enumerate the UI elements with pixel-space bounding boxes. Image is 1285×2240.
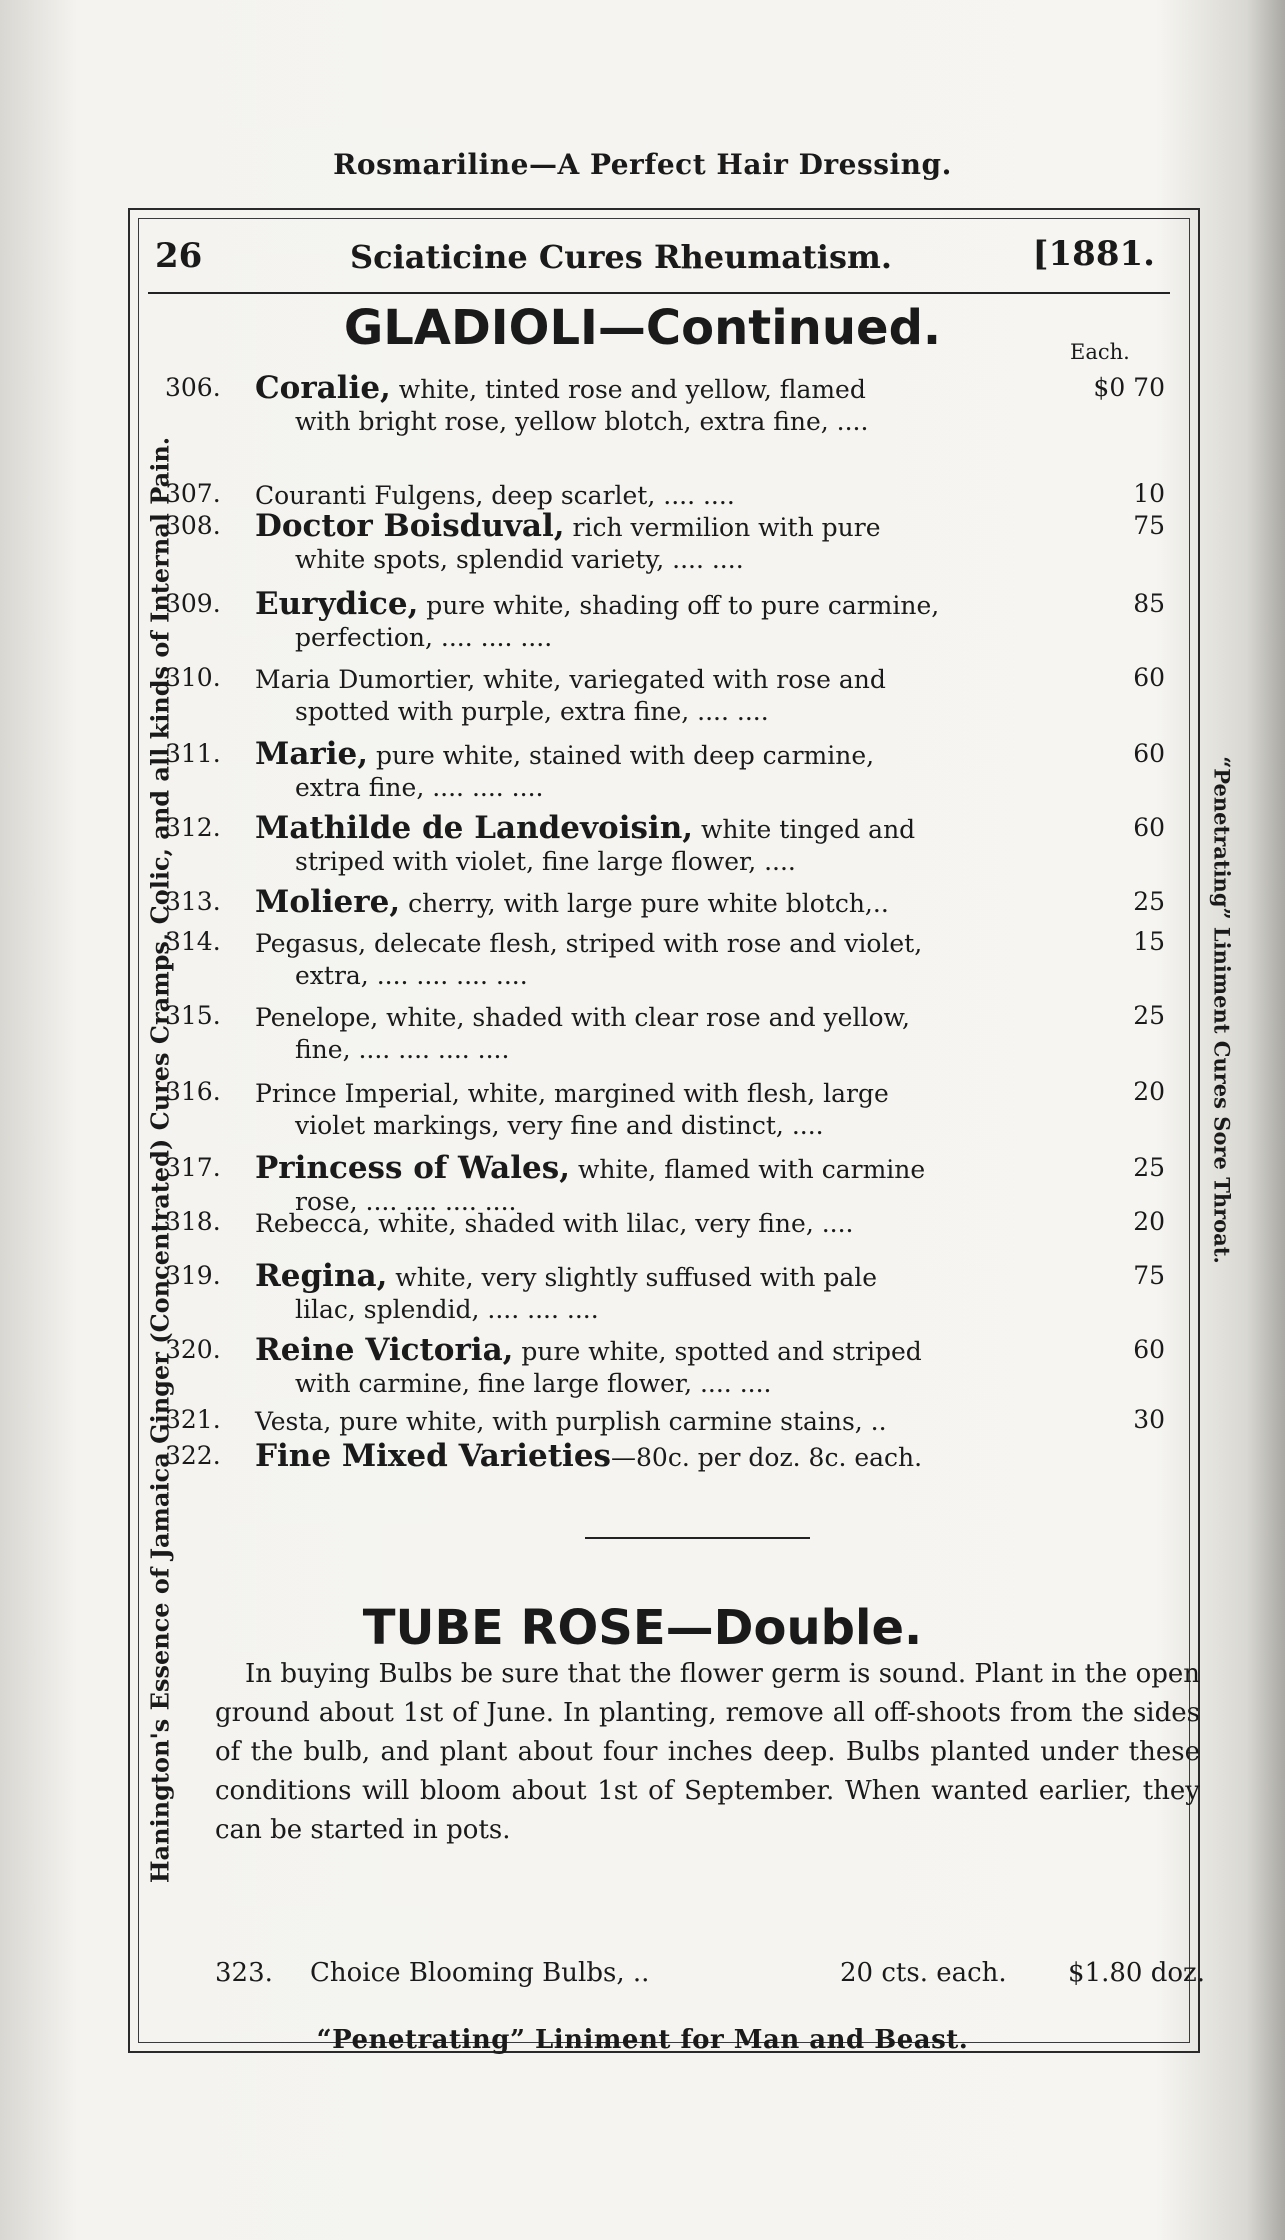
item-detail: white, tinted rose and yellow, flamed — [390, 375, 866, 404]
item-price: 75 — [1133, 511, 1165, 540]
item-number: 319. — [165, 1261, 221, 1290]
item-number: 306. — [165, 373, 221, 402]
offer-price-doz: $1.80 doz. — [1068, 1958, 1205, 1988]
item-number: 320. — [165, 1335, 221, 1364]
item-detail-continued: violet markings, very fine and distinct, .... — [295, 1111, 824, 1140]
item-number: 312. — [165, 813, 221, 842]
item-price: 60 — [1133, 813, 1165, 842]
item-description — [255, 510, 1045, 576]
item-detail: rich vermilion with pure — [564, 513, 881, 542]
item-detail-continued: with carmine, fine large flower, .... .... — [295, 1369, 772, 1398]
item-number: 316. — [165, 1077, 221, 1106]
item-name: Doctor Boisduval, — [255, 508, 565, 544]
item-description — [255, 588, 1045, 654]
tuberose-paragraph: In buying Bulbs be sure that the flower germ is sound. Plant in the open ground about 1st of June. In planting, remove all off-shoots from the sides of the bulb, and plant about four inches deep. Bulbs planted under these conditions will bloom about 1st of September. When wanted earlier, they can be started in pots. — [215, 1659, 1200, 1845]
item-name: Fine Mixed Varieties — [255, 1438, 612, 1474]
item-detail: Pegasus, delecate flesh, striped with rose and violet, — [255, 929, 923, 958]
item-description — [255, 926, 1045, 992]
item-price: 60 — [1133, 663, 1165, 692]
offer-number: 323. — [215, 1958, 273, 1988]
item-description — [255, 1260, 1045, 1326]
item-number: 307. — [165, 479, 221, 508]
offer-price-each: 20 cts. each. — [840, 1958, 1007, 1988]
item-description — [255, 886, 1045, 920]
page-number: 26 — [155, 236, 203, 276]
item-detail-continued: fine, .... .... .... .... — [295, 1035, 510, 1064]
item-description — [255, 1334, 1045, 1400]
item-price: 25 — [1133, 1001, 1165, 1030]
item-description — [255, 1404, 1045, 1438]
item-name: Eurydice, — [255, 586, 419, 622]
item-number: 322. — [165, 1441, 221, 1470]
item-detail: Couranti Fulgens, deep scarlet, .... .... — [255, 481, 735, 510]
item-detail-continued: rose, .... .... .... .... — [295, 1187, 517, 1216]
item-detail: white, flamed with carmine — [570, 1155, 926, 1184]
item-detail: pure white, shading off to pure carmine, — [418, 591, 940, 620]
item-description — [255, 1440, 1045, 1474]
item-number: 310. — [165, 663, 221, 692]
item-name: Princess of Wales, — [255, 1150, 571, 1186]
item-detail-continued: extra fine, .... .... .... — [295, 773, 544, 802]
item-name: Reine Victoria, — [255, 1332, 514, 1368]
page-header — [155, 232, 1155, 282]
offer-label: Choice Blooming Bulbs, .. — [310, 1958, 650, 1988]
header-title: Sciaticine Cures Rheumatism. — [350, 238, 892, 276]
item-description — [255, 1000, 1045, 1066]
item-price: 25 — [1133, 887, 1165, 916]
item-number: 314. — [165, 927, 221, 956]
gladioli-title: GLADIOLI—Continued. — [343, 300, 942, 356]
running-head: Rosmariline—A Perfect Hair Dressing. — [333, 148, 952, 181]
header-rule — [148, 292, 1170, 294]
item-detail: Vesta, pure white, with purplish carmine stains, .. — [255, 1407, 887, 1436]
item-detail-continued: striped with violet, fine large flower, .... — [295, 847, 796, 876]
item-name: Regina, — [255, 1258, 388, 1294]
item-detail: cherry, with large pure white blotch,.. — [400, 889, 889, 918]
item-number: 315. — [165, 1001, 221, 1030]
side-advert-right-text: “Penetrating” Liniment Cures Sore Throat. — [1209, 756, 1235, 1264]
item-number: 311. — [165, 739, 221, 768]
item-description — [255, 1076, 1045, 1142]
item-price: $0 70 — [1093, 373, 1165, 402]
item-number: 317. — [165, 1153, 221, 1182]
header-year: [1881. — [1032, 234, 1155, 274]
item-description — [255, 738, 1045, 804]
item-name: Marie, — [255, 736, 369, 772]
item-number: 321. — [165, 1405, 221, 1434]
item-price: 25 — [1133, 1153, 1165, 1182]
item-detail-continued: with bright rose, yellow blotch, extra fine, .... — [295, 407, 869, 436]
tuberose-title: TUBE ROSE—Double. — [362, 1600, 923, 1656]
item-detail: Maria Dumortier, white, variegated with rose and — [255, 665, 886, 694]
item-name: Coralie, — [255, 370, 391, 406]
item-detail: Rebecca, white, shaded with lilac, very fine, .... — [255, 1209, 854, 1238]
item-number: 309. — [165, 589, 221, 618]
item-detail: pure white, spotted and striped — [513, 1337, 922, 1366]
item-description — [255, 372, 1045, 438]
item-description — [255, 1206, 1045, 1240]
item-detail: —80c. per doz. 8c. each. — [611, 1443, 923, 1472]
item-price: 20 — [1133, 1207, 1165, 1236]
item-detail: pure white, stained with deep carmine, — [368, 741, 875, 770]
item-name: Moliere, — [255, 884, 401, 920]
item-number: 313. — [165, 887, 221, 916]
item-price: 60 — [1133, 1335, 1165, 1364]
item-price: 15 — [1133, 927, 1165, 956]
item-description — [255, 662, 1045, 728]
item-description — [255, 812, 1045, 878]
item-number: 308. — [165, 511, 221, 540]
item-detail-continued: extra, .... .... .... .... — [295, 961, 528, 990]
item-price: 20 — [1133, 1077, 1165, 1106]
item-detail-continued: lilac, splendid, .... .... .... — [295, 1295, 599, 1324]
item-name: Mathilde de Landevoisin, — [255, 810, 694, 846]
item-detail: white tinged and — [693, 815, 916, 844]
side-advert-left-text: Hanington's Essence of Jamaica Ginger (Concentrated) Cures Cramps, Colic, and all kinds of Internal Pain. — [145, 436, 175, 1884]
item-price: 30 — [1133, 1405, 1165, 1434]
item-detail-continued: perfection, .... .... .... — [295, 623, 553, 652]
item-price: 10 — [1133, 479, 1165, 508]
item-number: 318. — [165, 1207, 221, 1236]
item-detail: Prince Imperial, white, margined with flesh, large — [255, 1079, 889, 1108]
item-detail-continued: spotted with purple, extra fine, .... .... — [295, 697, 769, 726]
item-detail-continued: white spots, splendid variety, .... .... — [295, 545, 744, 574]
item-price: 85 — [1133, 589, 1165, 618]
tuberose-instructions — [215, 1655, 1200, 1850]
item-detail: white, very slightly suffused with pale — [387, 1263, 878, 1292]
running-foot: “Penetrating” Liniment for Man and Beast. — [316, 2025, 969, 2055]
section-divider — [585, 1537, 810, 1539]
item-detail: Penelope, white, shaded with clear rose and yellow, — [255, 1003, 910, 1032]
item-price: 60 — [1133, 739, 1165, 768]
item-price: 75 — [1133, 1261, 1165, 1290]
price-column-header: Each. — [1070, 340, 1130, 364]
item-description — [255, 478, 1045, 512]
